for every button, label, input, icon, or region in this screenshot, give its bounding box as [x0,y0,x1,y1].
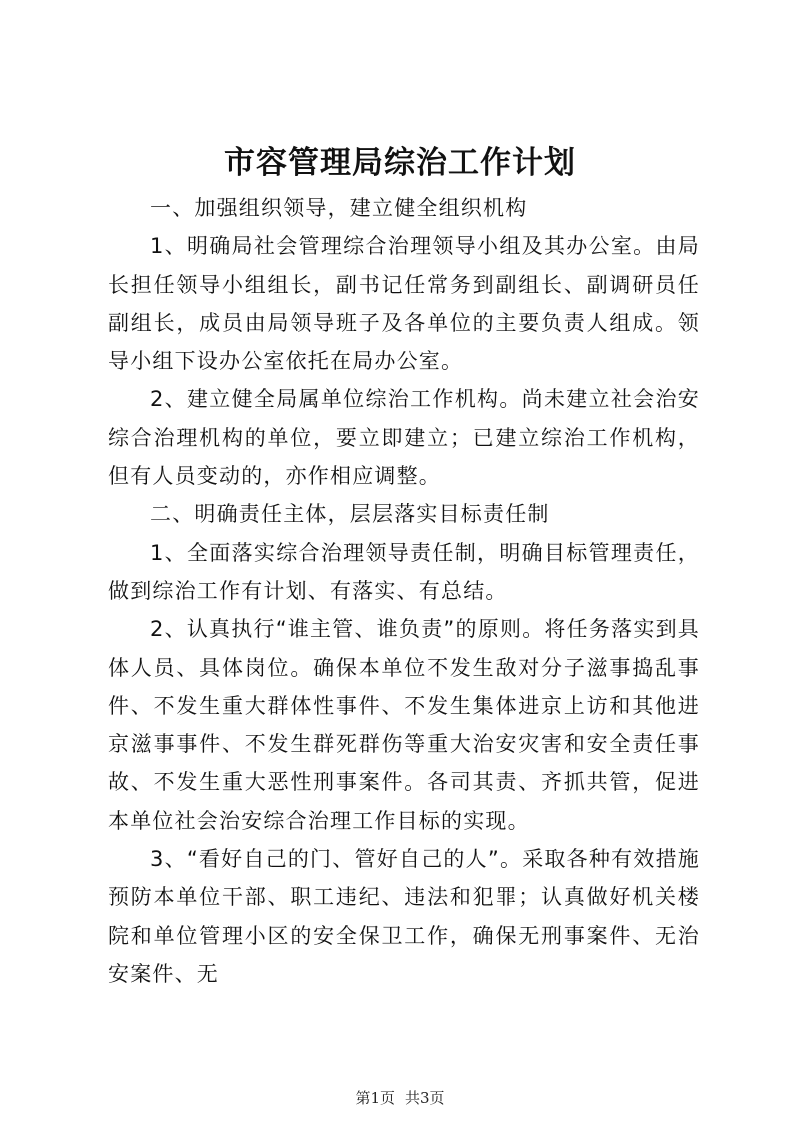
document-title: 市容管理局综治工作计划 [224,145,576,181]
paragraph: 1、全面落实综合治理领导责任制，明确目标管理责任，做到综治工作有计划、有落实、有总结。 [108,540,700,603]
section-heading-1: 一、加强组织领导，建立健全组织机构 [150,196,528,220]
page-total: 共3页 [405,1089,445,1107]
paragraph: 2、认真执行“谁主管、谁负责”的原则。将任务落实到具体人员、具体岗位。确保本单位不发生敌对分子滋事捣乱事件、不发生重大群体性事件、不发生集体进京上访和其他进京滋事事件、不发生群死群伤等重大治安灾害和安全责任事故、不发生重大恶性刑事案件。各司其责、齐抓共管，促进本单位社会治安综合治理工作目标的实现。 [108,617,700,833]
paragraph: 1、明确局社会管理综合治理领导小组及其办公室。由局长担任领导小组组长，副书记任常务到副组长、副调研员任副组长，成员由局领导班子及各单位的主要负责人组成。领导小组下设办公室依托在局办公室。 [108,234,700,374]
section-heading-2: 二、明确责任主体，层层落实目标责任制 [150,502,550,527]
paragraph: 3、“看好自己的门、管好自己的人”。采取各种有效措施预防本单位干部、职工违纪、违法和犯罪；认真做好机关楼院和单位管理小区的安全保卫工作，确保无刑事案件、无治安案件、无 [108,847,700,986]
document-body [108,189,700,993]
page-footer [0,1088,800,1108]
paragraph: 2、建立健全局属单位综治工作机构。尚未建立社会治安综合治理机构的单位，要立即建立；已建立综治工作机构，但有人员变动的，亦作相应调整。 [108,387,700,489]
page-number: 第1页 [355,1089,395,1107]
